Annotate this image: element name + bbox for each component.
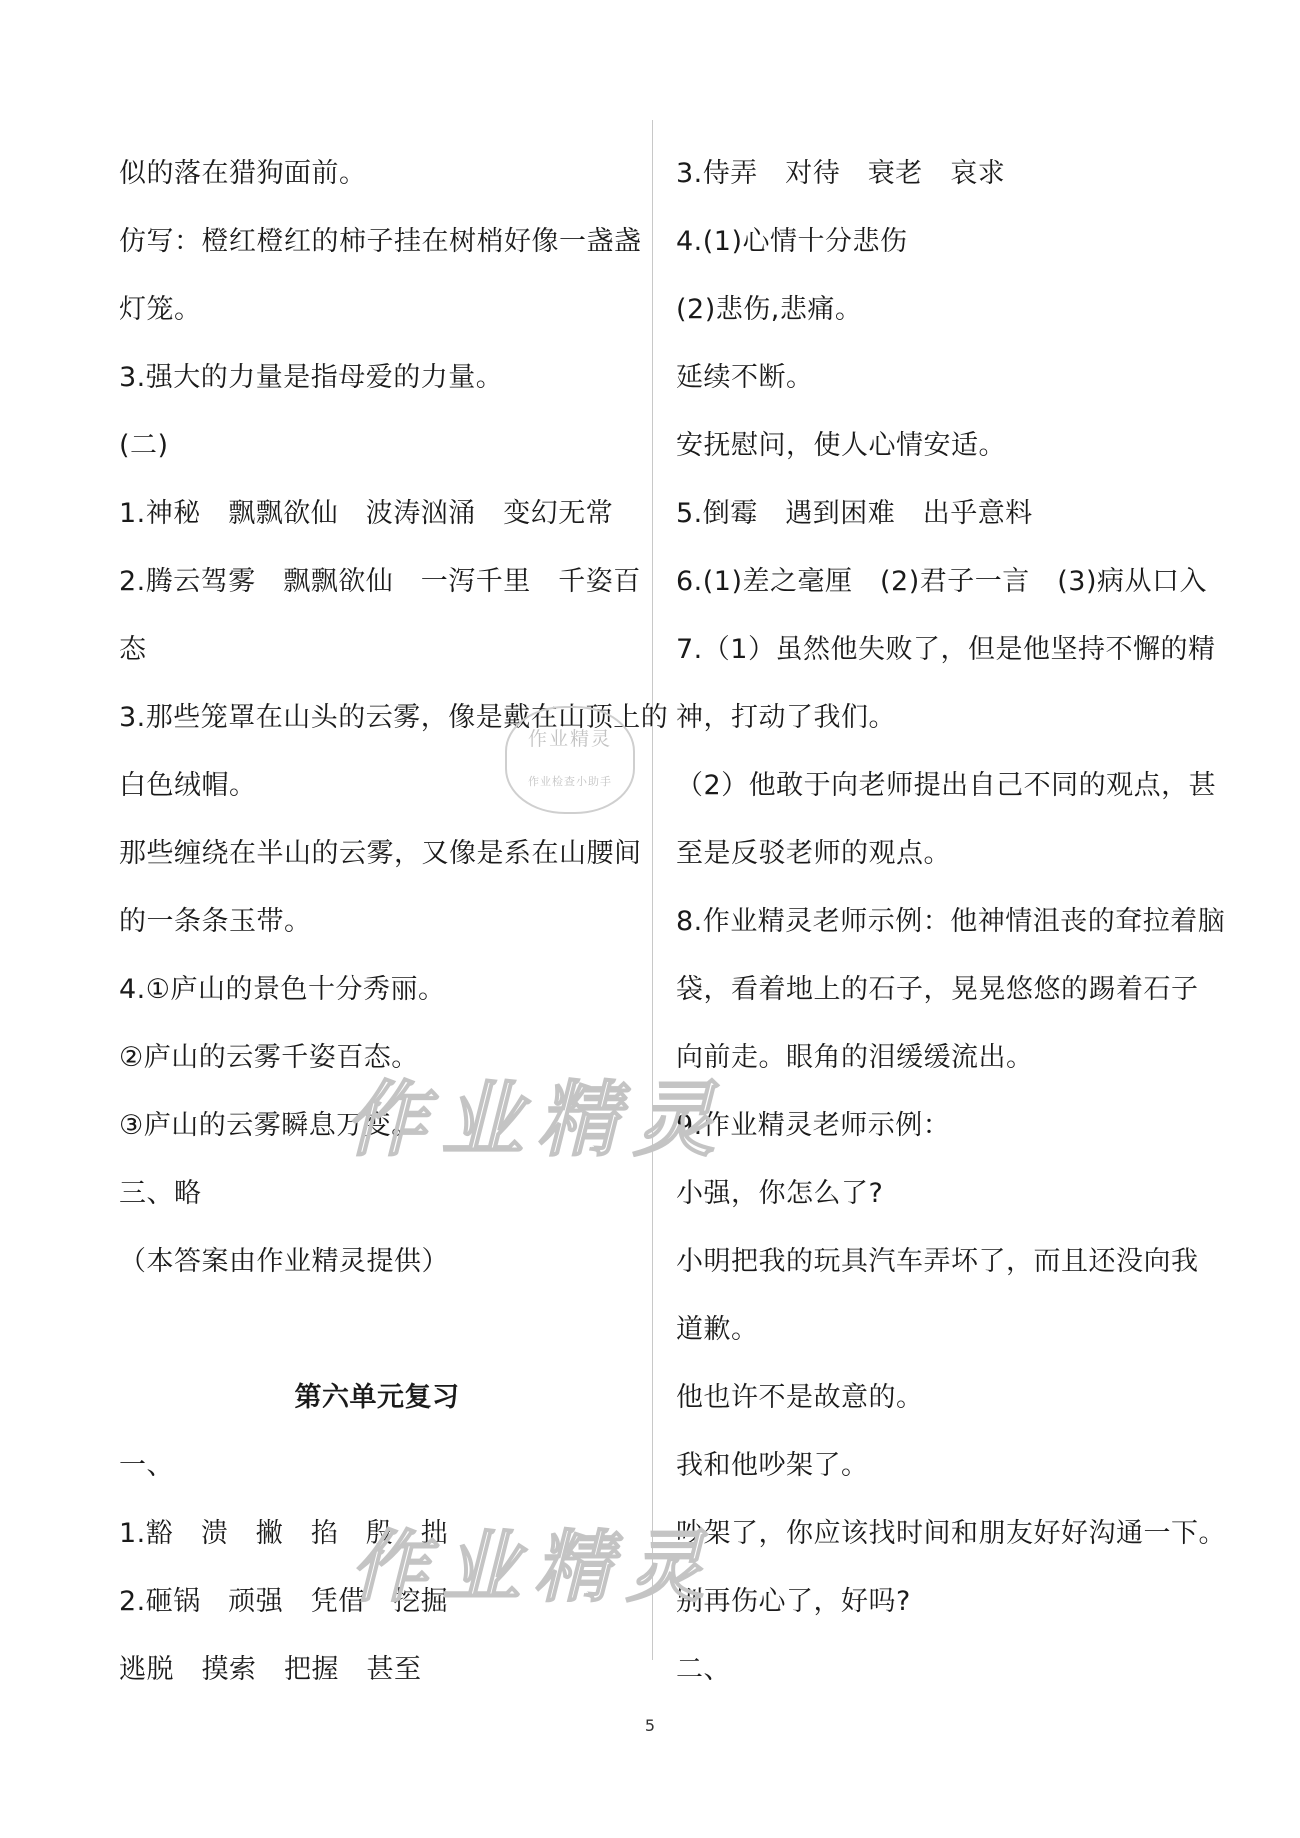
text-line: 他也许不是故意的。 [676,1382,924,1413]
text-line: （2）他敢于向老师提出自己不同的观点，甚 [676,770,1217,801]
text-line: 5.倒霉 遇到困难 出乎意料 [676,498,1033,529]
text-line: 2.腾云驾雾 飘飘欲仙 一泻千里 千姿百 [119,566,641,597]
text-line: (2)悲伤,悲痛。 [676,294,863,325]
text-line: 3.强大的力量是指母爱的力量。 [119,362,504,393]
text-line: 至是反驳老师的观点。 [676,838,951,869]
text-line: 1.豁 溃 撇 掐 殷 拙 [119,1518,449,1549]
spacer [119,1296,635,1364]
text-line: 2.砸锅 顽强 凭借 挖掘 [119,1586,449,1617]
text-line: 我和他吵架了。 [676,1450,869,1481]
text-line: 二、 [676,1654,731,1685]
text-line: 神，打动了我们。 [676,702,896,733]
text-line: 吵架了，你应该找时间和朋友好好沟通一下。 [676,1518,1226,1549]
text-line: 别再伤心了，好吗? [676,1586,911,1617]
text-line: 小强，你怎么了? [676,1178,884,1209]
column-divider [652,120,653,1660]
text-line: 灯笼。 [119,294,202,325]
text-line: 的一条条玉带。 [119,906,312,937]
text-line: （本答案由作业精灵提供） [119,1246,449,1277]
watermark: 作业精灵 [345,1072,729,1168]
stamp-title: 作业精灵 [527,728,612,750]
text-line: 三、略 [119,1178,202,1209]
text-line: ②庐山的云雾千姿百态。 [119,1042,419,1073]
text-line: 似的落在猎狗面前。 [119,158,367,189]
text-line: 小明把我的玩具汽车弄坏了，而且还没向我 [676,1246,1199,1277]
text-line: 态 [119,634,147,665]
text-line: 8.作业精灵老师示例：他神情沮丧的耷拉着脑 [676,906,1226,937]
text-line: 9.作业精灵老师示例： [676,1110,951,1141]
text-line: 道歉。 [676,1314,759,1345]
text-line: 袋，看着地上的石子，晃晃悠悠的踢着石子 [676,974,1199,1005]
watermark: 作业精灵 [350,1522,719,1613]
text-line: 仿写：橙红橙红的柿子挂在树梢好像一盏盏 [119,226,642,257]
text-line: 白色绒帽。 [119,770,257,801]
text-line: ③庐山的云雾瞬息万变。 [119,1110,419,1141]
text-line: 一、 [119,1450,174,1481]
text-line: (二) [119,430,169,461]
left-column [119,140,669,1704]
text-line: 向前走。眼角的泪缓缓流出。 [676,1042,1034,1073]
page-number: 5 [644,1716,656,1735]
text-line: 7.（1）虽然他失败了，但是他坚持不懈的精 [676,634,1216,665]
text-line: 延续不断。 [676,362,814,393]
stamp-seal [505,706,635,814]
text-line: 4.①庐山的景色十分秀丽。 [119,974,446,1005]
text-line: 那些缠绕在半山的云雾，又像是系在山腰间 [119,838,642,869]
text-line: 安抚慰问，使人心情安适。 [676,430,1006,461]
section-heading: 第六单元复习 [294,1382,460,1413]
text-line: 4.(1)心情十分悲伤 [676,226,908,257]
right-column [676,140,1226,1704]
text-line: 6.(1)差之毫厘 (2)君子一言 (3)病从口入 [676,566,1207,597]
stamp-subtitle: 作业检查小助手 [528,775,612,788]
text-line: 3.侍弄 对待 衰老 哀求 [676,158,1006,189]
text-line: 3.那些笼罩在山头的云雾，像是戴在山顶上的 [119,702,669,733]
text-line: 1.神秘 飘飘欲仙 波涛汹涌 变幻无常 [119,498,614,529]
text-line: 逃脱 摸索 把握 甚至 [119,1654,422,1685]
